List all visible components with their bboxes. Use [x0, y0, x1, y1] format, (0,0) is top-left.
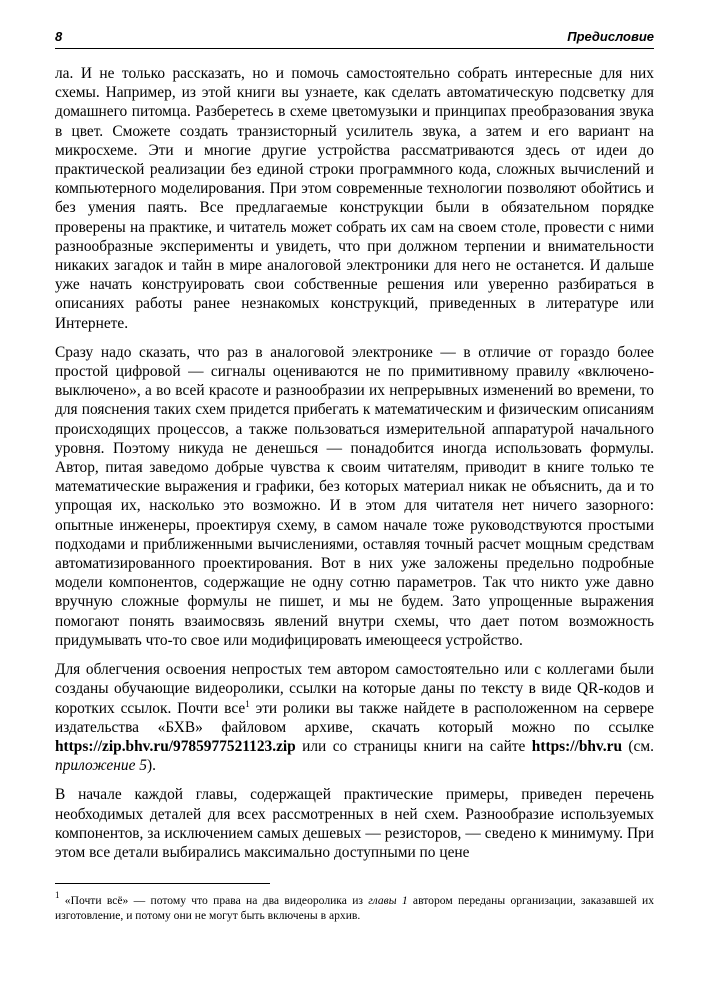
- footnote-text-b: автором переданы организации, заказавшей их изготовление, и потому они не могут быть включены в архив.: [55, 894, 654, 922]
- paragraph-3-text-c: или со страницы книги на сайте: [295, 737, 532, 755]
- appendix-reference: приложение 5: [55, 757, 147, 775]
- paragraph-3: [55, 660, 654, 775]
- section-title: Предисловие: [567, 29, 654, 44]
- paragraph-2: Сразу надо сказать, что раз в аналоговой электронике — в отличие от гораздо более простой цифровой — сигналы оцениваются не по примитивному правилу «включено-выключено», а во всей красоте и разнообразии их непрерывных изменений во времени, то для пояснения таких схем придется прибегать к математическим и физическим описаниям происходящих процессов, а также пользоваться измерительной аппаратурой начального уровня. Поэтому никуда не денешься — понадобится иногда использовать формулы. Автор, питая заведомо добрые чувства к своим читателям, приводит в книге только те математические выражения и графики, без которых материал никак не объяснить, да и то упрощая их, насколько это возможно. И в этом для читателя нет ничего зазорного: опытные инженеры, проектируя схему, в самом начале тоже руководствуются простыми подходами и приближенными вычислениями, оставляя точный расчет мощным средствам автоматизированного проектирования. Вот в них уже заложены предельно подробные модели компонентов, содержащие не одну сотню параметров. Так что никто уже давно вручную сложные формулы не пишет, и мы не будем. Зато упрощенные выражения помогают понять взаимосвязь явлений внутри схемы, что дает потом возможность придумывать что-то свое или модифицировать имеющееся устройство.: [55, 343, 654, 649]
- paragraph-3-text-b: эти ролики вы также найдете в расположенном на сервере издательства «БХВ» файловом архиве, скачать который можно по ссылке: [55, 699, 654, 736]
- running-header: [55, 29, 654, 49]
- body-text: [55, 64, 654, 872]
- footnote-divider: [55, 883, 270, 884]
- archive-link[interactable]: https://zip.bhv.ru/9785977521123.zip: [55, 737, 296, 755]
- paragraph-3-text-e: ).: [146, 757, 156, 775]
- footnote-reference: 1: [245, 698, 250, 709]
- footnote-text-a: «Почти всё» — потому что права на два видеоролика из: [59, 894, 369, 907]
- footnote: [55, 890, 654, 923]
- chapter-reference: главы 1: [368, 894, 408, 907]
- paragraph-3-text-a: Для облегчения освоения непростых тем автором самостоятельно или с коллегами были созданы обучающие видеоролики, ссылки на которые даны по тексту в виде QR-кодов и коротких ссылок. Почти все: [55, 661, 654, 717]
- paragraph-4: В начале каждой главы, содержащей практические примеры, приведен перечень необходимых деталей для всех рассмотренных в ней схем. Разнообразие используемых компонентов, за исключением самых дешевых — резисторов, — сведено к минимуму. При этом все детали выбирались максимально доступными по цене: [55, 786, 654, 861]
- footnote-marker: 1: [55, 890, 60, 900]
- paragraph-3-text-d: (см.: [622, 737, 654, 755]
- site-link[interactable]: https://bhv.ru: [531, 737, 623, 755]
- page-number: 8: [55, 29, 63, 44]
- paragraph-1: ла. И не только рассказать, но и помочь самостоятельно собрать интересные для них схемы. Например, из этой книги вы узнаете, как сделать автоматическую подсветку для домашнего питомца. Разберетесь в схеме цветомузыки и принципах преобразования звука в цвет. Сможете создать транзисторный усилитель звука, а затем и его вариант на микросхеме. Эти и многие другие устройства рассматриваются здесь от идеи до практической реализации без единой строки программного кода, сложных вычислений и компьютерного моделирования. При этом современные технологии позволяют обойтись и без умения паять. Все предлагаемые конструкции были в обязательном порядке проверены на практике, и читатель может собрать их сам на своем столе, провести с ними разнообразные эксперименты и увидеть, что при должном терпении и внимательности никаких загадок и тайн в мире аналоговой электроники для него не останется. И дальше уже начать конструировать свои собственные решения или уверенно разбираться в описаниях работы ранее незнакомых конструкций, приведенных в литературе или Интернете.: [55, 65, 654, 332]
